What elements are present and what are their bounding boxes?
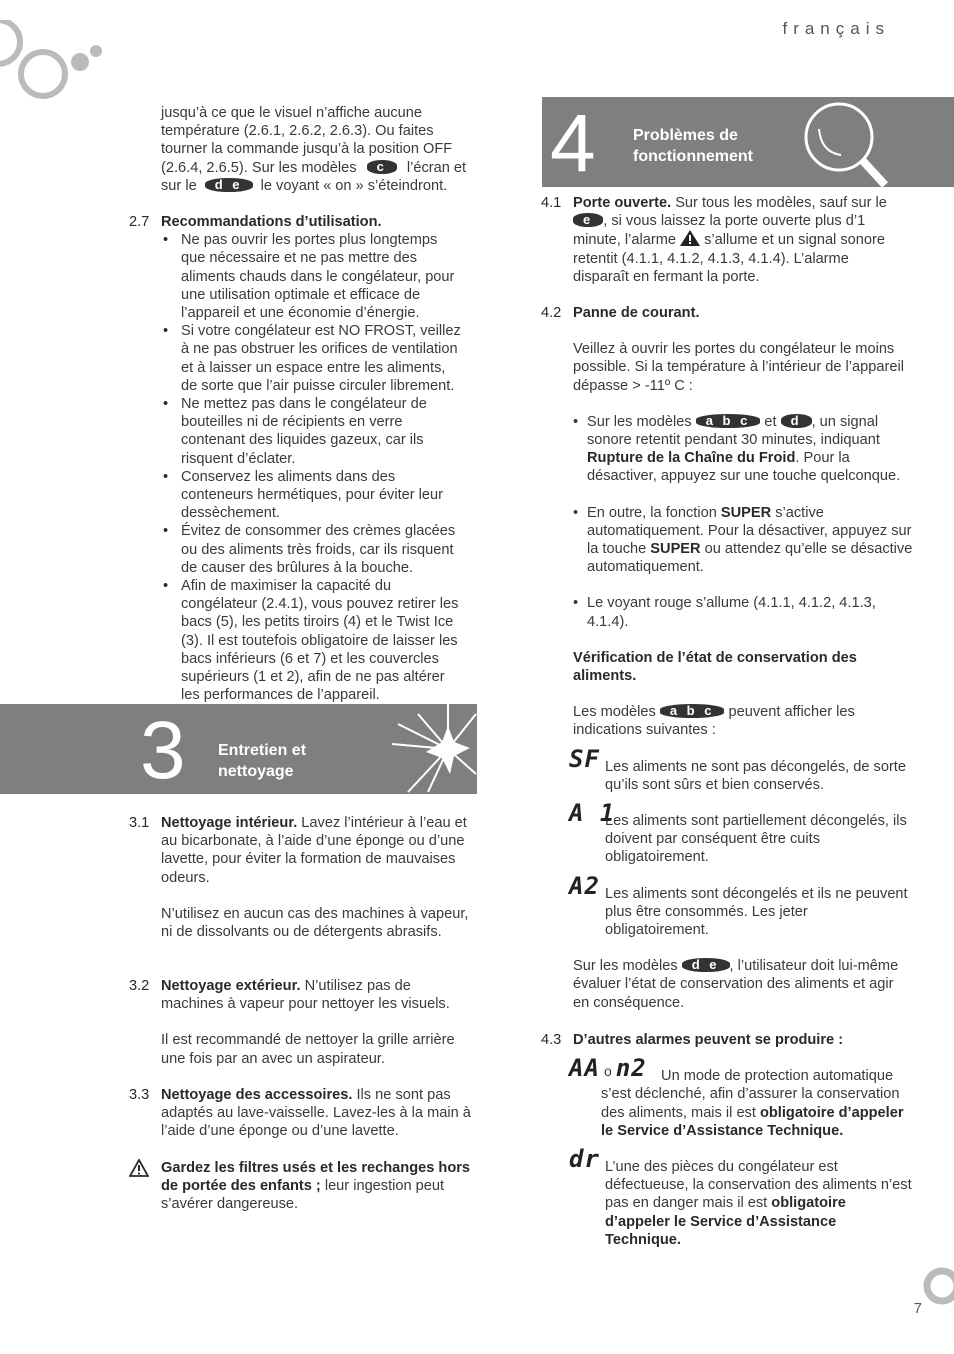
- language-label: français: [782, 19, 890, 38]
- list-item: • Si votre congélateur est NO FROST, veillez à ne pas obstruer les orifices de ventilation et à laisser un espace entre les aliments, de sorte que l’air puisse circuler librement.: [161, 322, 461, 395]
- code-aa-row: [569, 1054, 913, 1140]
- item-text: peuvent afficher les indications suivantes :: [573, 704, 855, 739]
- model-d-badge: d: [781, 414, 812, 428]
- intro-line: température (2.6.1, 2.6.2, 2.6.3). Ou faites: [161, 123, 434, 140]
- section-text: Sur tous les modèles, sauf sur le: [671, 195, 887, 211]
- warning-triangle-icon: [129, 1159, 149, 1177]
- corner-circle-icon: [922, 1266, 954, 1306]
- intro-line: tourner la commande jusqu’à la position OFF: [161, 141, 453, 158]
- sparkle-icon: [388, 704, 477, 794]
- section-3-2: [129, 977, 474, 1068]
- model-c-badge: c: [367, 160, 397, 174]
- section-3-3: [129, 1086, 477, 1141]
- intro-line: [161, 159, 481, 177]
- section-title: Porte ouverte.: [573, 195, 672, 211]
- section-body: [569, 1054, 913, 1249]
- warning-bold: Gardez les filtres usés et les rechanges hors de portée des enfants ;: [161, 1160, 471, 1195]
- banner-title-line: fonctionnement: [633, 148, 753, 165]
- brand-circles-logo: [0, 20, 110, 110]
- item-text: Sur les modèles: [587, 413, 692, 430]
- section-title: Nettoyage extérieur.: [161, 978, 301, 994]
- code-description: Un mode de protection automatique s’est déclenché, afin d’assurer la conservation des aliments, mais il est: [601, 1068, 900, 1121]
- item-text: et: [764, 413, 777, 430]
- section-title: Recommandations d’utilisation.: [161, 214, 382, 230]
- section-text: , si vous laissez la porte ouverte plus d’1 minute, l’alarme: [573, 213, 866, 249]
- section-paragraph: [573, 957, 913, 1012]
- code-description: Les aliments sont partiellement décongelés, ils doivent par conséquent être cuits obligatoirement.: [605, 813, 907, 866]
- code-a2-row: [569, 871, 913, 940]
- alarm-warning-icon: [680, 230, 700, 246]
- code-description: L’une des pièces du congélateur est défectueuse, la conservation des aliments n’est pas en danger mais il est: [605, 1159, 912, 1212]
- section-2-7: [129, 213, 481, 704]
- code-description-bold: obligatoire d’appeler le Service d’Assistance Technique.: [605, 1195, 846, 1248]
- intro-text: le voyant « on » s’éteindront.: [260, 177, 448, 194]
- intro-text: sur le: [161, 177, 197, 194]
- list-item: • En outre, la fonction SUPER s’active automatiquement. Pour la désactiver, appuyez sur la touche SUPER ou attendez qu’elle se désactive automatiquement.: [573, 504, 913, 576]
- section-paragraph: [161, 1086, 477, 1141]
- display-code-sf: SF: [569, 744, 600, 773]
- list-item: • Ne pas ouvrir les portes plus longtemps que nécessaire et ne pas mettre des aliments chauds dans le congélateur, pour une utilisation optimale et efficace de l’appareil et une économie d’énergie.: [161, 231, 461, 322]
- item-bold: SUPER: [720, 504, 772, 521]
- list-item: • Ne mettez pas dans le congélateur de bouteilles ni de récipients en verre contenant des liquides gazeux, car ils risquent d’éclater.: [161, 395, 461, 468]
- section-4-1: [541, 194, 901, 286]
- section-paragraph: N’utilisez en aucun cas des machines à vapeur, ni de dissolvants ou de détergents abrasifs.: [161, 905, 469, 941]
- model-e-badge: e: [573, 213, 603, 227]
- magnifier-icon: [797, 97, 954, 187]
- code-a1-row: [569, 799, 913, 867]
- display-code-group: [569, 1054, 647, 1083]
- section-4-3: [541, 1031, 913, 1249]
- subheading: Vérification de l’état de conservation des aliments.: [573, 649, 857, 685]
- item-bold: SUPER: [650, 541, 701, 558]
- intro-line: [161, 177, 481, 195]
- section-paragraph: Veillez à ouvrir les portes du congélateur le moins possible. Si la température à l’intérieur de l’appareil dépasse > -11º C :: [573, 341, 904, 394]
- code-description: Les aliments ne sont pas décongelés, de sorte qu’ils sont sûrs et bien conservés.: [605, 758, 906, 793]
- section-paragraph: [161, 814, 474, 887]
- section-title: D’autres alarmes peuvent se produire :: [573, 1032, 844, 1048]
- section-number: 2.7: [129, 214, 150, 230]
- section-3-1: [129, 814, 474, 941]
- item-text: Sur les modèles: [573, 958, 678, 975]
- item-text: Le voyant rouge s’allume (4.1.1, 4.1.2, 4.1.3, 4.1.4).: [587, 595, 876, 630]
- display-code-aa: AA: [569, 1054, 600, 1083]
- section-number: 4.2: [541, 305, 562, 321]
- model-de-badge: d e: [205, 178, 253, 192]
- code-sf-row: [569, 744, 913, 794]
- warning-note: [129, 1159, 474, 1214]
- left-intro: [161, 104, 481, 195]
- list-item: • Afin de maximiser la capacité du congélateur (2.4.1), vous pouvez retirer les bacs (5), les petits tiroirs (4) et le Twist Ice (3). Il est toutefois obligatoire de laisser les bacs inférieurs (6 et 7) et les couvercles supérieurs (1 et 2), afin de ne pas altérer les performances de l’appareil.: [161, 577, 461, 704]
- code-description: Les aliments sont décongelés et ils ne peuvent plus être consommés. Les jeter obligatoirement.: [605, 885, 908, 939]
- list-item: • Évitez de consommer des crèmes glacées ou des aliments très froids, car ils risquent de causer des brûlures à la bouche.: [161, 522, 461, 577]
- page-number: 7: [913, 1300, 922, 1317]
- section-number: 3.1: [129, 815, 150, 831]
- section-4-banner: [542, 97, 954, 187]
- display-code-dr: dr: [569, 1145, 600, 1174]
- intro-text: (2.6.4, 2.6.5). Sur les modèles: [161, 159, 357, 176]
- banner-title-line: Entretien et: [218, 742, 307, 759]
- item-text: ou attendez qu’elle se désactive automatiquement.: [587, 541, 913, 576]
- warning-paragraph: [161, 1159, 474, 1214]
- banner-title: [218, 740, 306, 782]
- item-text: . Pour la désactiver, appuyez sur une touche quelconque.: [587, 450, 901, 485]
- section-body: [569, 340, 913, 1012]
- display-code-n2: n2: [615, 1054, 647, 1083]
- banner-title-line: Problèmes de: [633, 127, 738, 144]
- section-3-banner: [0, 704, 477, 794]
- intro-text: l’écran et: [406, 159, 467, 176]
- section-number: 4.1: [541, 195, 562, 211]
- section-number: 3.3: [129, 1087, 150, 1103]
- warning-text: leur ingestion peut s’avérer dangereuse.: [161, 1178, 445, 1213]
- section-title: Nettoyage des accessoires.: [161, 1087, 353, 1103]
- section-text: s’allume et un signal sonore retentit (4.1.1, 4.1.2, 4.1.3, 4.1.4). L’alarme disparaît en fermant la porte.: [573, 232, 885, 285]
- display-code-a2: A2: [569, 871, 600, 900]
- section-text: Ils ne sont pas adaptés au lave-vaisselle. Lavez-les à la main à l’aide d’une éponge ou d’une lavette.: [161, 1087, 471, 1140]
- section-paragraph: [573, 194, 901, 286]
- item-bold: Rupture de la Chaîne du Froid: [587, 450, 796, 467]
- section-number: 3.2: [129, 978, 150, 994]
- list-item: • Sur les modèles a b c et d , un signal sonore retentit pendant 30 minutes, indiquant Rupture de la Chaîne du Froid. Pour la désactiver, appuyez sur une touche quelconque.: [573, 412, 901, 485]
- banner-number: 3: [140, 705, 186, 796]
- model-abc-badge: a b c: [660, 704, 725, 718]
- section-4-2: [541, 304, 913, 1012]
- item-text: En outre, la fonction: [587, 504, 721, 521]
- model-de-badge: d e: [682, 958, 730, 972]
- intro-line: jusqu’à ce que le visuel n’affiche aucune: [161, 105, 422, 121]
- section-paragraph: Il est recommandé de nettoyer la grille arrière une fois par an avec un aspirateur.: [161, 1032, 455, 1067]
- list-item: • Conservez les aliments dans des conteneurs hermétiques, pour éviter leur dessèchement.: [161, 468, 461, 523]
- section-paragraph: [573, 703, 913, 739]
- section-paragraph: [161, 977, 474, 1013]
- banner-title: [633, 125, 753, 167]
- code-description-bold: obligatoire d’appeler le Service d’Assistance Technique.: [601, 1104, 904, 1139]
- item-text: Les modèles: [573, 704, 656, 721]
- section-title: Panne de courant.: [573, 305, 700, 321]
- recommendations-list: [161, 231, 461, 704]
- section-text: Lavez l’intérieur à l’eau et au bicarbonate, à l’aide d’une éponge ou d’une lavette, pour éviter la formation de mauvaises odeurs.: [161, 815, 467, 886]
- section-number: 4.3: [541, 1032, 562, 1048]
- or-text: o: [603, 1063, 612, 1080]
- banner-number: 4: [550, 98, 596, 189]
- display-code-a1: A 1: [569, 799, 616, 828]
- banner-title-line: nettoyage: [218, 763, 294, 780]
- item-text: , l’utilisateur doit lui-même évaluer l’état de conservation des aliments et agir en conséquence.: [573, 958, 899, 1011]
- section-title: Nettoyage intérieur.: [161, 815, 298, 831]
- code-dr-row: [569, 1145, 913, 1249]
- section-text: N’utilisez pas de machines à vapeur pour nettoyer les visuels.: [161, 978, 450, 1013]
- list-item: • Le voyant rouge s’allume (4.1.1, 4.1.2, 4.1.3, 4.1.4).: [573, 595, 876, 630]
- item-text: , un signal sonore retentit pendant 30 minutes, indiquant: [587, 413, 880, 449]
- item-text: s’active automatiquement. Pour la désactiver, appuyez sur la touche: [587, 504, 912, 558]
- model-abc-badge: a b c: [696, 414, 761, 428]
